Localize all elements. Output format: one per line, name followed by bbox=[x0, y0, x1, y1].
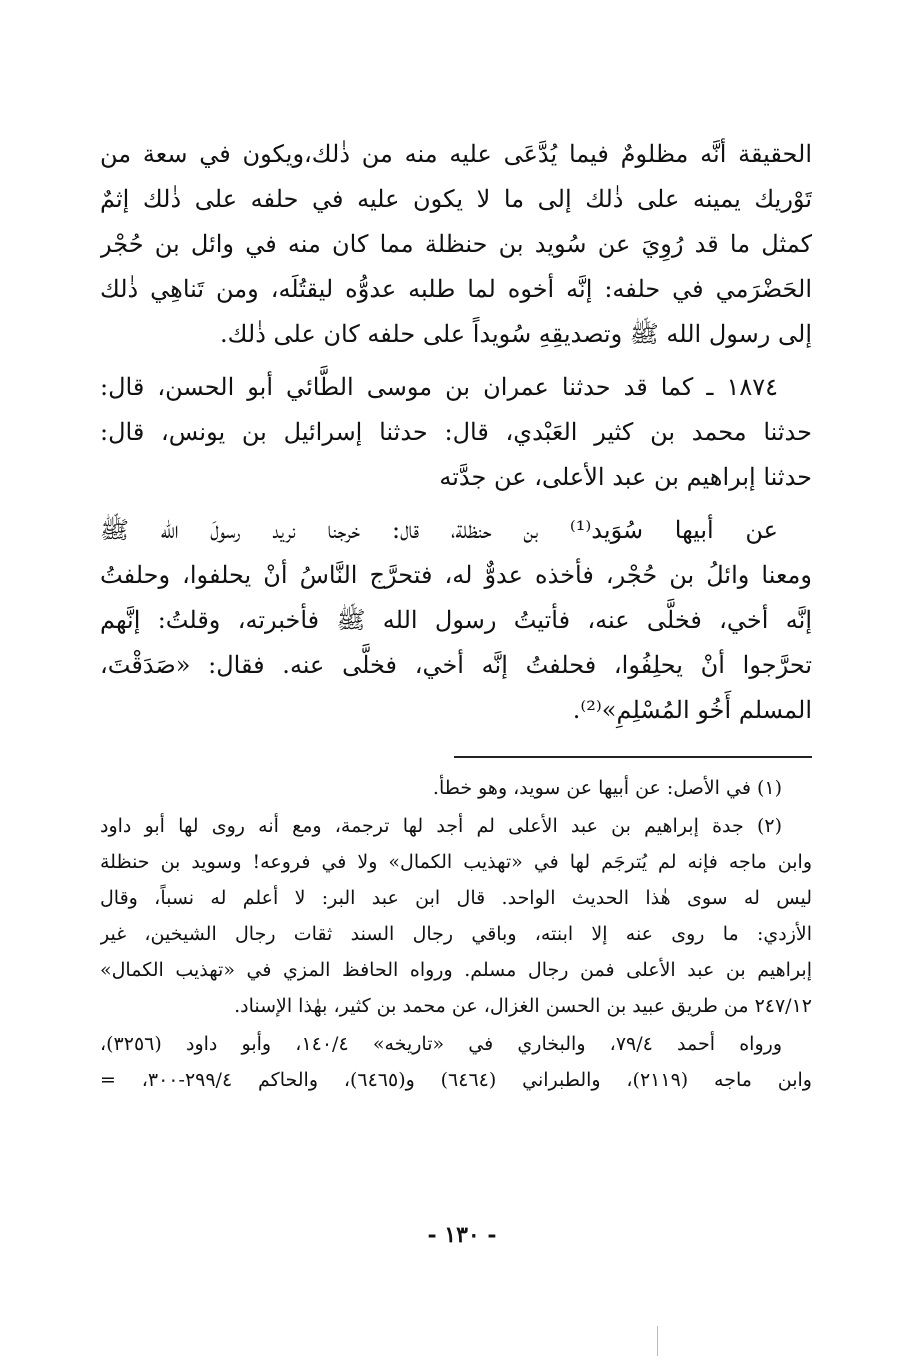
gutter-mark bbox=[657, 1326, 658, 1356]
footnote-line: وابن ماجه فإنه لم يُترجَم لها في «تهذيب الكمال» ولا في فروعه! وسويد بن حنظلة bbox=[100, 851, 812, 873]
footnote-2-continued bbox=[100, 1026, 812, 1098]
footnote-separator bbox=[454, 756, 812, 758]
footnote-2 bbox=[100, 808, 812, 1024]
text-line: ومعنا وائلُ بن حُجْر، فأخذه عدوٌّ له، فتحرَّج النَّاسُ أنْ يحلفوا، وحلفتُ bbox=[100, 561, 812, 589]
paragraph-commentary bbox=[100, 132, 812, 357]
text-line: الحَضْرَمي في حلفه: إنَّه أخوه لما طلبه عدوُّه ليقتُلَه، ومن تَناهِي ذٰلك bbox=[100, 275, 812, 303]
footnote-line: وابن ماجه (٢١١٩)، والطبراني (٦٤٦٤) و(٦٤٦٥)، والحاكم ٢٩٩/٤-٣٠٠، = bbox=[100, 1069, 812, 1091]
text-line: تَوْريك يمينه على ذٰلك إلى ما لا يكون عليه في حلفه على ذٰلك إثمٌ bbox=[100, 185, 812, 213]
footnote-line: الأزدي: ما روى عنه إلا ابنته، وباقي رجال السند ثقات رجال الشيخين، غير bbox=[100, 923, 812, 945]
text-line: عن أبيها سُوَيد⁽¹⁾ بن حنظلة، قال: خرجنا نريد رسولَ الله ﷺ bbox=[100, 516, 779, 544]
text-line: الحقيقة أنَّه مظلومٌ فيما يُدَّعَى عليه منه من ذٰلك،ويكون في سعة من bbox=[100, 140, 812, 168]
paragraph-isnad bbox=[100, 365, 812, 500]
text-line: حدثنا محمد بن كثير العَبْدي، قال: حدثنا إسرائيل بن يونس، قال: bbox=[100, 418, 812, 446]
text-line: تحرَّجوا أنْ يحلِفُوا، فحلفتُ إنَّه أخي، فخلَّى عنه. فقال: «صَدَقْتَ، bbox=[100, 651, 812, 679]
footnote-separator-wrap bbox=[100, 756, 812, 758]
text-line: حدثنا إبراهيم بن عبد الأعلى، عن جدَّته bbox=[439, 463, 812, 491]
text-line: المسلم أَخُو المُسْلِمِ»⁽²⁾. bbox=[572, 696, 812, 724]
text-line: ١٨٧٤ ـ كما قد حدثنا عمران بن موسى الطَّائي أبو الحسن، قال: bbox=[100, 373, 778, 401]
footnote-1 bbox=[100, 770, 812, 806]
text-line: إنَّه أخي، فخلَّى عنه، فأتيتُ رسول الله ﷺ فأخبرته، وقلتُ: إنَّهم bbox=[100, 606, 812, 634]
page-body bbox=[100, 132, 812, 1098]
footnote-line: إبراهيم بن عبد الأعلى فمن رجال مسلم. ورواه الحافظ المزي في «تهذيب الكمال» bbox=[100, 959, 812, 981]
text-line: إلى رسول الله ﷺ وتصديقِهِ سُويداً على حلفه كان على ذٰلك. bbox=[220, 320, 812, 348]
footnotes bbox=[100, 770, 812, 1098]
text-line: كمثل ما قد رُوِيَ عن سُويد بن حنظلة مما كان منه في وائل بن حُجْر bbox=[100, 230, 812, 258]
footnote-line: (٢) جدة إبراهيم بن عبد الأعلى لم أجد لها ترجمة، ومع أنه روى لها أبو داود bbox=[100, 815, 782, 837]
footnote-line: (١) في الأصل: عن أبيها عن سويد، وهو خطأ. bbox=[432, 777, 782, 799]
footnote-line: ليس له سوى هٰذا الحديث الواحد. قال ابن عبد البر: لا أعلم له نسباً، وقال bbox=[100, 887, 812, 909]
paragraph-matn bbox=[100, 508, 812, 733]
footnote-line: ورواه أحمد ٧٩/٤، والبخاري في «تاريخه» ١٤٠/٤، وأبو داود (٣٢٥٦)، bbox=[100, 1033, 782, 1055]
main-text bbox=[100, 132, 812, 733]
page-number: - ١٣٠ - bbox=[427, 1222, 497, 1248]
footnote-line: ٢٤٧/١٢ من طريق عبيد بن الحسن الغزال، عن محمد بن كثير، بهٰذا الإسناد. bbox=[234, 995, 812, 1017]
